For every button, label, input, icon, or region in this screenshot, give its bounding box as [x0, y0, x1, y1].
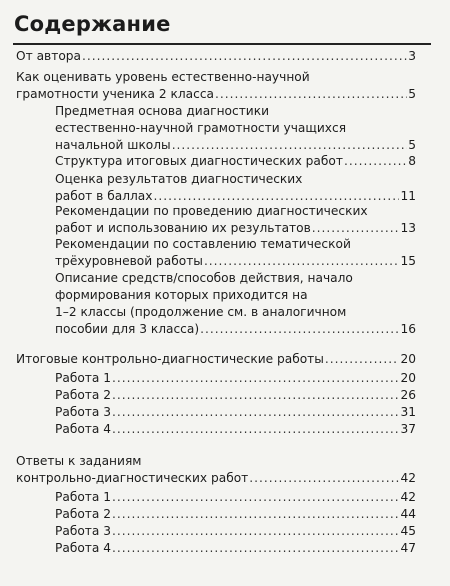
- page-number: 8: [408, 154, 416, 168]
- toc-entry-text: Работа 2: [55, 507, 111, 521]
- dot-leader: [312, 220, 400, 237]
- toc-entry-text: Как оценивать уровень естественно-научной: [16, 70, 310, 84]
- toc-entry: [55, 370, 416, 387]
- toc-entry-text: грамотности ученика 2 класса: [16, 87, 214, 101]
- toc-entry: [55, 523, 416, 540]
- toc-entry-text: Работа 1: [55, 490, 111, 504]
- toc-entry-text: контрольно-диагностических работ: [16, 471, 249, 485]
- page-number: 45: [400, 524, 416, 538]
- dot-leader: [112, 404, 399, 421]
- page-number: 37: [400, 422, 416, 436]
- page-number: 16: [400, 322, 416, 336]
- dot-leader: [112, 370, 399, 387]
- dot-leader: [112, 387, 399, 404]
- page-number: 3: [408, 49, 416, 63]
- toc-entry-text: пособии для 3 класса): [55, 322, 200, 336]
- toc-entry-text: Предметная основа диагностики: [55, 104, 270, 118]
- page-number: 44: [400, 507, 416, 521]
- toc-entry-text: Оценка результатов диагностических: [55, 172, 303, 186]
- page-number: 42: [400, 471, 416, 485]
- page-number: 20: [400, 371, 416, 385]
- dot-leader: [249, 470, 399, 487]
- page-number: 13: [400, 221, 416, 235]
- page-number: 47: [400, 541, 416, 555]
- dot-leader: [344, 153, 407, 170]
- toc-entry: [16, 48, 416, 65]
- toc-entry-text: трёхуровневой работы: [55, 254, 203, 268]
- dot-leader: [172, 137, 408, 154]
- toc-entry: [16, 69, 416, 103]
- dot-leader: [112, 523, 399, 540]
- toc-entry: [55, 506, 416, 523]
- toc-entry: [55, 489, 416, 506]
- toc-entry-text: Работа 4: [55, 541, 111, 555]
- dot-leader: [112, 540, 399, 557]
- toc-entry-text: 1–2 классы (продолжение см. в аналогичном: [55, 305, 347, 319]
- toc-entry: [55, 103, 416, 154]
- title-underline: [13, 43, 431, 45]
- dot-leader: [112, 506, 399, 523]
- dot-leader: [112, 489, 399, 506]
- dot-leader: [82, 48, 407, 65]
- dot-leader: [215, 86, 407, 103]
- page-number: 5: [408, 87, 416, 101]
- dot-leader: [204, 253, 400, 270]
- toc-entry-text: От автора: [16, 49, 81, 63]
- toc-entry: [55, 421, 416, 438]
- toc-entry-text: Рекомендации по составлению тематической: [55, 237, 351, 251]
- toc-entry-text: Работа 2: [55, 388, 111, 402]
- toc-entry-text: естественно-научной грамотности учащихся: [55, 121, 347, 135]
- toc-entry-text: Структура итоговых диагностических работ: [55, 154, 343, 168]
- toc-entry: [55, 171, 416, 205]
- toc-entry-text: Работа 3: [55, 405, 111, 419]
- toc-entry: [16, 453, 416, 487]
- toc-entry: [55, 540, 416, 557]
- page-number: 11: [400, 189, 416, 203]
- dot-leader: [325, 351, 400, 368]
- toc-entry-text: Работа 3: [55, 524, 111, 538]
- toc-entry: [16, 351, 416, 368]
- toc-entry-text: Работа 4: [55, 422, 111, 436]
- page-number: 15: [400, 254, 416, 268]
- toc-entry: [55, 203, 416, 237]
- dot-leader: [200, 321, 399, 338]
- toc-entry-text: Итоговые контрольно-диагностические работы: [16, 352, 324, 366]
- toc-entry-text: Работа 1: [55, 371, 111, 385]
- toc-entry-text: формирования которых приходится на: [55, 288, 308, 302]
- page-number: 20: [400, 352, 416, 366]
- toc-entry-text: работ в баллах: [55, 189, 153, 203]
- page-title: Содержание: [14, 12, 171, 36]
- toc-entry: [55, 153, 416, 170]
- dot-leader: [112, 421, 399, 438]
- page-number: 42: [400, 490, 416, 504]
- toc-entry-text: работ и использованию их результатов: [55, 221, 311, 235]
- toc-entry: [55, 270, 416, 338]
- page-number: 31: [400, 405, 416, 419]
- page-number: 5: [408, 138, 416, 152]
- toc-entry-text: Ответы к заданиям: [16, 454, 142, 468]
- toc-entry: [55, 236, 416, 270]
- toc-entry-text: Описание средств/способов действия, начало: [55, 271, 353, 285]
- toc-entry-text: начальной школы: [55, 138, 171, 152]
- toc-entry: [55, 404, 416, 421]
- toc-entry: [55, 387, 416, 404]
- page-number: 26: [400, 388, 416, 402]
- toc-entry-text: Рекомендации по проведению диагностических: [55, 204, 368, 218]
